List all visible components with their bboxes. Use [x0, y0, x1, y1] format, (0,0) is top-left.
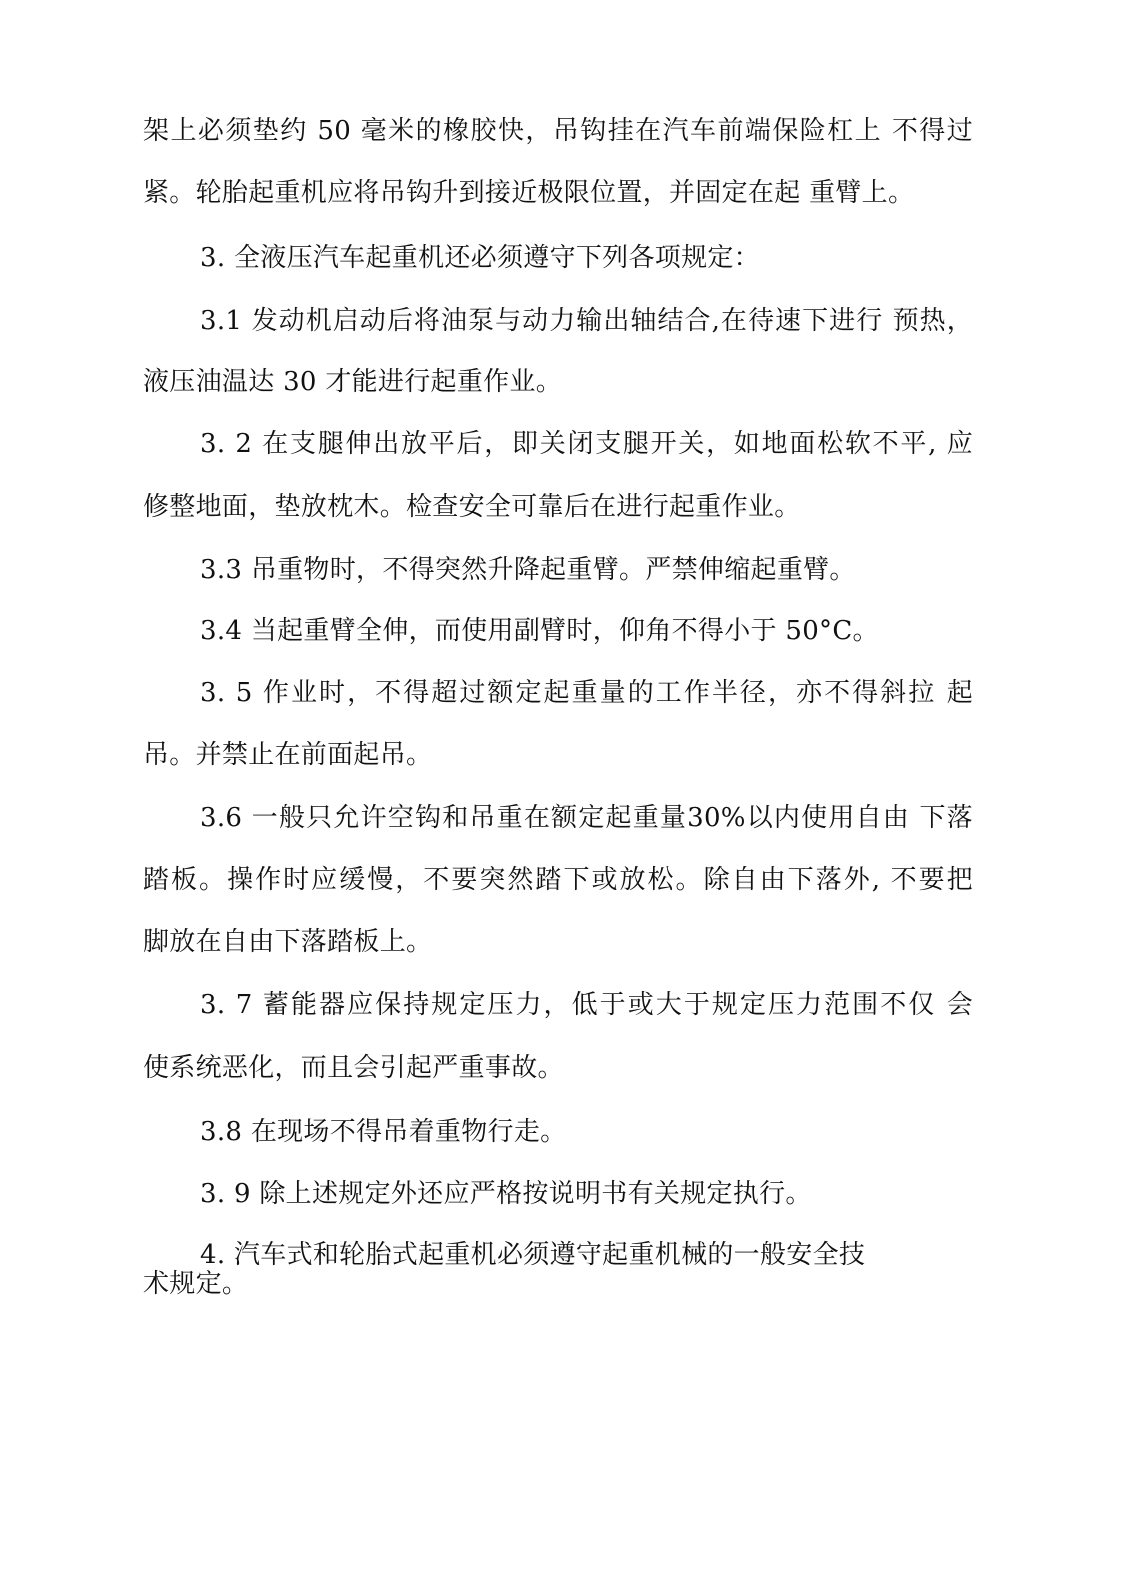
clause-3-1: 3.1 发动机启动后将油泵与动力输出轴结合,在待速下进行 预热，	[200, 306, 973, 336]
clause-3-8: 3.8 在现场不得吊着重物行走。	[200, 1117, 567, 1147]
paragraph-line: 踏板。操作时应缓慢，不要突然踏下或放松。除自由下落外, 不要把	[143, 865, 973, 895]
paragraph-line: 修整地面，垫放枕木。检查安全可靠后在进行起重作业。	[143, 492, 801, 522]
clause-3-4: 3.4 当起重臂全伸，而使用副臂时，仰角不得小于 50°C。	[200, 616, 879, 646]
clause-3-2: 3. 2 在支腿伸出放平后，即关闭支腿开关，如地面松软不平, 应	[200, 429, 973, 459]
clause-3-7: 3. 7 蓄能器应保持规定压力，低于或大于规定压力范围不仅 会	[200, 990, 973, 1020]
section-heading-3: 3. 全液压汽车起重机还必须遵守下列各项规定：	[200, 243, 760, 273]
paragraph-line: 紧。轮胎起重机应将吊钩升到接近极限位置，并固定在起 重臂上。	[143, 178, 915, 208]
paragraph-line: 液压油温达 30 才能进行起重作业。	[143, 367, 563, 397]
paragraph-line: 脚放在自由下落踏板上。	[143, 927, 433, 957]
section-heading-4: 4. 汽车式和轮胎式起重机必须遵守起重机械的一般安全技	[200, 1240, 866, 1270]
paragraph-line: 使系统恶化，而且会引起严重事故。	[143, 1053, 564, 1083]
clause-3-3: 3.3 吊重物时，不得突然升降起重臂。严禁伸缩起重臂。	[200, 555, 856, 585]
paragraph-line: 吊。并禁止在前面起吊。	[143, 740, 433, 770]
paragraph-line: 术规定。	[143, 1269, 249, 1299]
clause-3-6: 3.6 一般只允许空钩和吊重在额定起重量30%以内使用自由 下落	[200, 803, 973, 833]
clause-3-9: 3. 9 除上述规定外还应严格按说明书有关规定执行。	[200, 1179, 812, 1209]
paragraph-line: 架上必须垫约 50 毫米的橡胶快，吊钩挂在汽车前端保险杠上 不得过	[143, 116, 973, 146]
clause-3-5: 3. 5 作业时，不得超过额定起重量的工作半径，亦不得斜拉 起	[200, 678, 973, 708]
